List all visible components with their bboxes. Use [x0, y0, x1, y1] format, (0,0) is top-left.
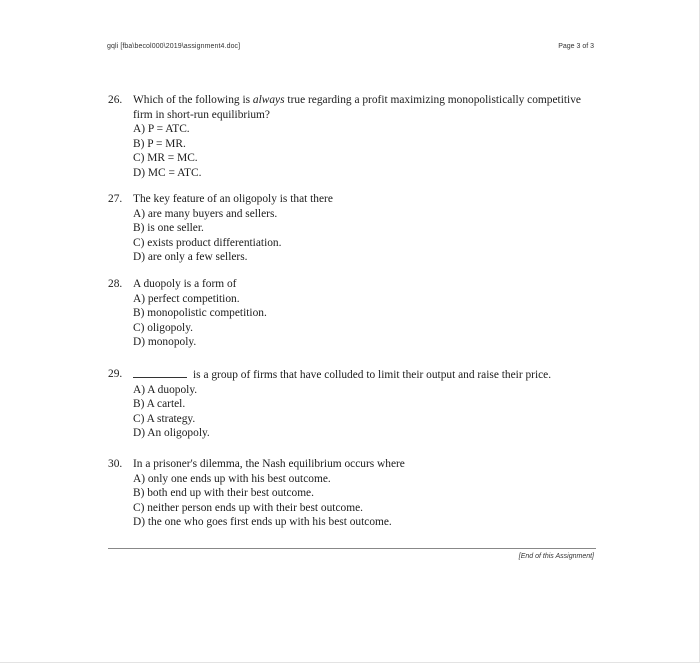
question-number: 30. [108, 458, 123, 470]
question-number: 27. [108, 193, 123, 205]
option-a: A) P = ATC. [133, 123, 190, 136]
question-29 [108, 367, 598, 441]
stem-emphasis: always [252, 94, 285, 106]
option-c: C) oligopoly. [133, 321, 194, 334]
option-a: A) A duopoly. [133, 383, 198, 396]
header-page-number: Page 3 of 3 [558, 43, 594, 50]
option-d: D) are only a few sellers. [133, 251, 248, 264]
option-a: A) only one ends up with his best outcome. [133, 472, 331, 485]
option-b: B) both end up with their best outcome. [133, 487, 314, 500]
question-number: 26. [108, 94, 123, 106]
question-stem: is a group of firms that have colluded to limit their output and raise their price. [133, 367, 598, 383]
option-c: C) A strategy. [133, 412, 196, 425]
option-b: B) P = MR. [133, 137, 186, 150]
option-d: D) An oligopoly. [133, 427, 210, 440]
question-stem: In a prisoner's dilemma, the Nash equilibrium occurs where [133, 458, 405, 470]
option-a: A) are many buyers and sellers. [133, 207, 278, 220]
option-b: B) is one seller. [133, 222, 204, 235]
question-27 [108, 192, 598, 265]
option-b: B) monopolistic competition. [133, 307, 267, 320]
question-stem: The key feature of an oligopoly is that there [133, 193, 333, 205]
question-stem: Which of the following is always true regarding a profit maximizing monopolistically competitive firm in short-run equilibrium? [133, 94, 581, 121]
option-c: C) neither person ends up with their best outcome. [133, 501, 363, 514]
footer-divider [108, 548, 596, 549]
option-c: C) MR = MC. [133, 152, 198, 165]
option-a: A) perfect competition. [133, 292, 240, 305]
question-number: 29. [108, 368, 123, 380]
option-d: D) the one who goes first ends up with his best outcome. [133, 516, 392, 529]
answer-blank [133, 367, 187, 378]
question-stem: A duopoly is a form of [133, 278, 237, 290]
header-file-path: gqli [fba\becol000\2019\assignment4.doc] [107, 43, 241, 50]
end-of-assignment-note: [End of this Assignment] [518, 553, 594, 560]
option-c: C) exists product differentiation. [133, 236, 282, 249]
question-30 [108, 457, 598, 530]
question-28 [108, 277, 598, 350]
option-d: D) monopoly. [133, 336, 197, 349]
option-d: D) MC = ATC. [133, 166, 202, 179]
option-b: B) A cartel. [133, 398, 186, 411]
question-26 [108, 93, 598, 181]
question-number: 28. [108, 278, 123, 290]
